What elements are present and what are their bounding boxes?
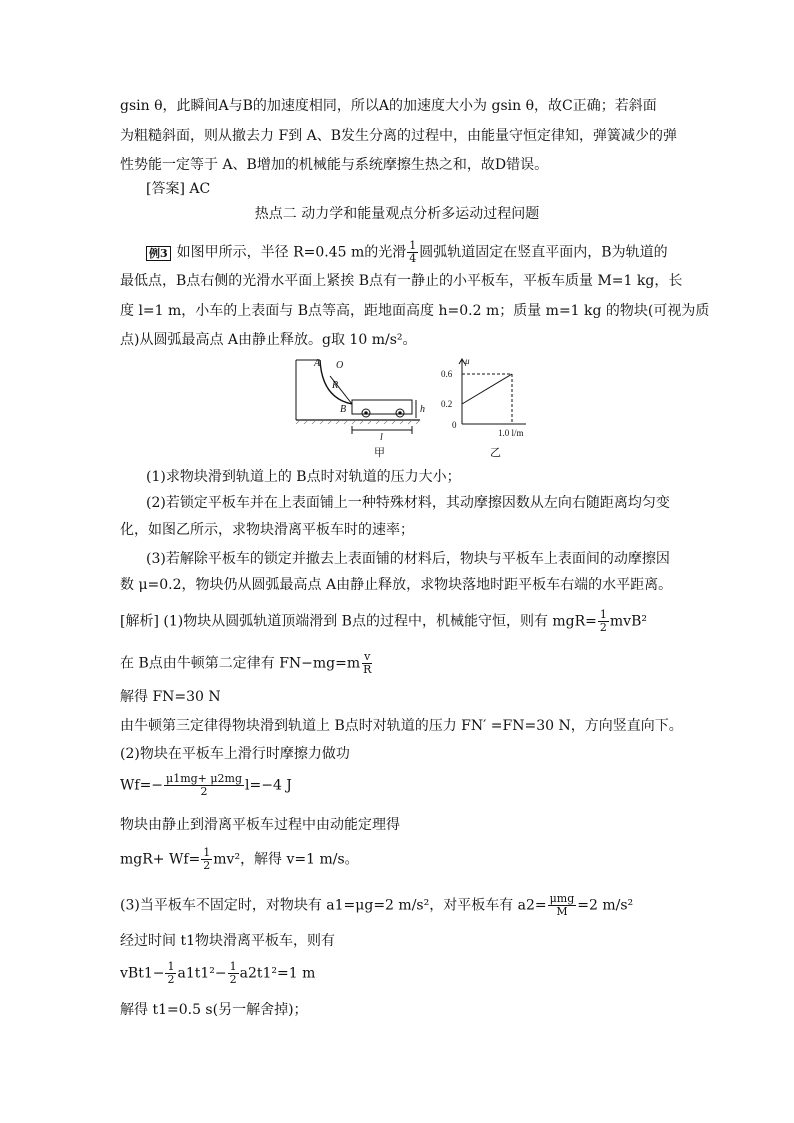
example-tag: 例3 <box>146 246 171 261</box>
solution-6: Wf=− $\frac{\mu 1mg+ \mu 2mg}{2}$ l=−4 J <box>120 772 292 798</box>
question-3b: 数 μ=0.2，物块仍从圆弧最高点 A由静止释放，求物块落地时距平板车右端的水平距离。 <box>120 577 673 593</box>
label-A: A <box>314 358 321 369</box>
label-jia: 甲 <box>374 447 385 459</box>
solution-3: 解得 FN=30 N <box>120 689 221 705</box>
solution-9: (3)当平板车不固定时，对物块有 a1=μg=2 m/s²，对平板车有 a2= $\frac{\text{μmg}}{M}$ =2 m/s² <box>120 892 634 918</box>
tick-0: 0 <box>452 420 457 430</box>
label-yi: 乙 <box>490 447 501 459</box>
answer-line: [答案] AC <box>146 181 211 197</box>
question-2a: (2)若锁定平板车并在上表面铺上一种特殊材料，其动摩擦因数从左向右随距离均匀变 <box>146 495 670 511</box>
solution-8: mgR+ Wf= $\frac{1}{2}$ mv²，解得 v=1 m/s。 <box>120 846 359 872</box>
problem-figure <box>292 356 532 460</box>
solution-5: (2)物块在平板车上滑行时摩擦力做功 <box>120 746 350 762</box>
example-line-3: 度 l=1 m，小车的上表面与 B点等高，距地面高度 h=0.2 m；质量 m=1 kg 的物块(可视为质 <box>120 303 710 319</box>
section-heading: 热点二 动力学和能量观点分析多运动过程问题 <box>254 206 540 222</box>
accel-fraction: $\frac{\text{μmg}}{M}$ <box>549 892 575 918</box>
ground-hatch <box>296 420 420 424</box>
example-line-4: 点)从圆弧最高点 A由静止释放。g取 10 m/s²。 <box>120 332 417 348</box>
half-fraction-3: $\frac{1}{2}$ <box>167 960 175 986</box>
label-O: O <box>336 360 344 371</box>
mu-line <box>462 374 512 404</box>
solution-10: 经过时间 t1物块滑离平板车，则有 <box>120 933 335 949</box>
example-line-2: 最低点，B点右侧的光滑水平面上紧挨 B点有一静止的小平板车，平板车质量 M=1 kg，长 <box>120 273 683 289</box>
continuation-line-3: 性势能一定等于 A、B增加的机械能与系统摩擦生热之和，故D错误。 <box>120 157 549 173</box>
label-B: B <box>340 404 347 415</box>
question-1: (1)求物块滑到轨道上的 B点时对轨道的压力大小； <box>146 469 461 485</box>
solution-12: 解得 t1=0.5 s(另一解舍掉)； <box>120 1002 308 1018</box>
solution-7: 物块由静止到滑离平板车过程中由动能定理得 <box>120 817 400 833</box>
continuation-line-1: gsin θ，此瞬间A与B的加速度相同，所以A的加速度大小为 gsin θ，故C正确；若斜面 <box>120 98 657 114</box>
example-text-b: 圆弧轨道固定在竖直平面内，B为轨道的 <box>419 244 668 261</box>
example-text-a: 如图甲所示，半径 R=0.45 m的光滑 <box>176 244 407 261</box>
question-3a: (3)若解除平板车的锁定并撤去上表面铺的材料后，物块与平板车上表面间的动摩擦因 <box>146 551 670 567</box>
figure-yi <box>459 359 526 424</box>
example-line-1 <box>146 240 668 265</box>
solution-11: vBt1− $\frac{1}{2}$ a1t1²− $\frac{1}{2}$ a2t1²=1 m <box>120 960 316 986</box>
solution-2: 在 B点由牛顿第二定律有 FN−mg=m $\frac{v}{R}$ <box>120 650 372 676</box>
half-fraction: $\frac{1}{2}$ <box>599 608 607 634</box>
tick-0.6: 0.6 <box>441 369 453 379</box>
quarter-fraction: $\frac{1}{4}$ <box>409 239 417 265</box>
v-over-R-fraction: $\frac{v}{R}$ <box>363 650 372 676</box>
label-l: l <box>380 432 383 443</box>
axis-mu-label: μ <box>465 356 470 366</box>
continuation-line-2: 为粗糙斜面，则从撤去力 F到 A、B发生分离的过程中，由能量守恒定律知，弹簧减少的弹 <box>120 128 678 144</box>
tick-0.2: 0.2 <box>441 399 453 409</box>
label-R: R <box>332 380 339 391</box>
tick-1.0: 1.0 l/m <box>498 428 524 438</box>
solution-1: [解析] (1)物块从圆弧轨道顶端滑到 B点的过程中，机械能守恒，则有 mgR= $\frac{1}{2}$ mvB² <box>120 608 647 634</box>
work-fraction: $\frac{\mu 1mg+ \mu 2mg}{2}$ <box>166 772 242 798</box>
question-2b: 化，如图乙所示，求物块滑离平板车时的速率； <box>120 522 414 538</box>
solution-4: 由牛顿第三定律得物块滑到轨道上 B点时对轨道的压力 FN′ =FN=30 N，方向竖直向下。 <box>120 718 683 734</box>
label-h: h <box>420 404 425 415</box>
half-fraction-2: $\frac{1}{2}$ <box>203 846 211 872</box>
half-fraction-4: $\frac{1}{2}$ <box>229 960 237 986</box>
